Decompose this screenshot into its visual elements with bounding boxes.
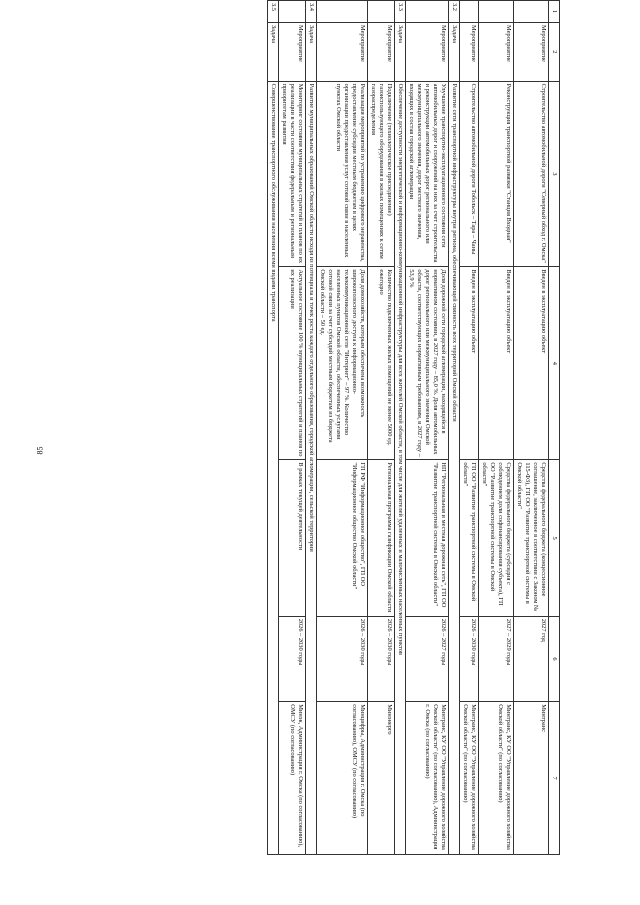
page-number: 85	[35, 446, 45, 455]
section-number-cell	[317, 1, 368, 23]
period-cell: 2026 – 2030 годы	[317, 616, 368, 702]
measure-row	[479, 1, 514, 855]
source-cell: Региональная программа газификации Омской области	[368, 460, 395, 616]
row-type-cell: Мероприятие	[479, 22, 514, 81]
measure-name-cell: Мониторинг состояния муниципальных стратегий и планов по их реализации в части соответствия федеральным и региональным приоритетам развития	[279, 81, 306, 267]
responsible-cell: Минэк, Администрация г. Омска (по согласованию), ОМСУ (по согласованию)	[279, 702, 306, 855]
task-row	[449, 1, 460, 855]
measure-row	[368, 1, 395, 855]
header-cell: 5	[549, 460, 560, 616]
section-number-cell	[406, 1, 449, 23]
section-number-cell: 3.2	[449, 1, 460, 23]
measure-row	[317, 1, 368, 855]
section-number-cell	[460, 1, 479, 23]
section-number-cell	[279, 1, 306, 23]
measure-row	[514, 1, 549, 855]
period-cell: 2026 – 2030 годы	[460, 616, 479, 702]
task-row	[306, 1, 317, 855]
measure-row	[406, 1, 449, 855]
responsible-cell: Минэнерго	[368, 702, 395, 855]
source-cell: ГП РФ "Информационное общество", ГП ОО "Информационное общество Омской области"	[317, 460, 368, 616]
result-cell: Введен в эксплуатацию объект	[514, 267, 549, 460]
section-number-cell: 3.4	[306, 1, 317, 23]
section-number-cell	[514, 1, 549, 23]
period-cell: 2026 – 2030 годы	[368, 616, 395, 702]
row-type-cell: Мероприятие	[317, 22, 368, 81]
result-cell: Введен в эксплуатацию объект	[479, 267, 514, 460]
measure-row	[460, 1, 479, 855]
measure-name-cell: Строительство автомобильной дороги Тобольск – Тара – Чаны	[460, 81, 479, 267]
row-type-cell: Мероприятие	[279, 22, 306, 81]
result-cell: Доля домохозяйств, которым обеспечена возможность широкополосного доступа к информационно-телекоммуникационной сети "Интернет" – 97 %. Количество населенных пунктов Омской области, обеспеченных услугами сотовой связи за счет субсидий местным бюджетам из бюджета Омской области – 50 ед.	[317, 267, 368, 460]
task-text-cell: Совершенствование транспортного обслуживания населения всеми видами транспорта	[268, 81, 279, 854]
row-type-cell: Задача	[449, 22, 460, 81]
measure-row	[279, 1, 306, 855]
measures-table	[267, 0, 560, 855]
task-text-cell: Развитие сети транспортной инфраструктуры внутри региона, обеспечивающей связность всех территорий Омской области	[449, 81, 460, 854]
period-cell: 2027 год	[514, 616, 549, 702]
section-number-cell: 3.5	[268, 1, 279, 23]
header-cell: 1	[549, 1, 560, 23]
period-cell: 2026 – 2030 годы	[279, 616, 306, 702]
section-number-cell	[479, 1, 514, 23]
result-cell: Доля дорожной сети городской агломерации, находящейся в нормативном состоянии, в 2027 году – 85,0 %. Доля автомобильных дорог регионального или межмуниципального значения Омской области, соответствующих нормативным требованиям, в 2027 году – 53,9 %	[406, 267, 449, 460]
row-type-cell: Задача	[306, 22, 317, 81]
header-cell: 6	[549, 616, 560, 702]
row-type-cell: Мероприятие	[406, 22, 449, 81]
measure-name-cell: Подключение (технологическое присоединение) газоиспользующего оборудования в жилых помещениях к сетям газораспределения	[368, 81, 395, 267]
task-row	[395, 1, 406, 855]
task-text-cell: Развитие муниципальных образований Омской области исходя из потенциала и точек роста каждого отдельного образования, городской агломерации, сельской территории	[306, 81, 317, 854]
row-type-cell: Задача	[268, 22, 279, 81]
responsible-cell: Минтранс	[514, 702, 549, 855]
header-cell: 2	[549, 22, 560, 81]
period-cell: 2026 – 2027 годы	[406, 616, 449, 702]
header-row	[549, 1, 560, 855]
header-cell: 7	[549, 702, 560, 855]
measure-name-cell: Реализация мероприятий по устранению цифрового неравенства, предоставление субсидии местным бюджетам в целях организации предоставления услуг сотовой связи в населенных пунктах Омской области	[317, 81, 368, 267]
source-cell: ГП ОО "Развитие транспортной системы в Омской области"	[460, 460, 479, 616]
section-number-cell	[368, 1, 395, 23]
period-cell: 2027 – 2029 годы	[479, 616, 514, 702]
header-cell: 3	[549, 81, 560, 267]
row-type-cell: Задача	[395, 22, 406, 81]
result-cell: Актуальное состояние 100 % муниципальных стратегий и планов по их реализации	[279, 267, 306, 460]
row-type-cell: Мероприятие	[514, 22, 549, 81]
source-cell: Средства федерального бюджета (субсидия с соблюдением доли софинансирования субъекта), ГП ОО "Развитие транспортной системы в Омской области"	[479, 460, 514, 616]
source-cell: Средства федерального бюджета (концессионное соглашение, заключенное в соответствии с Законом № 115-ФЗ), ГП ОО "Развитие транспортной системы в Омской области"	[514, 460, 549, 616]
header-cell: 4	[549, 267, 560, 460]
measure-name-cell: Строительство автомобильной дороги "Северный обход г. Омска"	[514, 81, 549, 267]
task-row	[268, 1, 279, 855]
section-number-cell: 3.3	[395, 1, 406, 23]
measure-name-cell: Реконструкция транспортной развязки "Станция Входная"	[479, 81, 514, 267]
source-cell: НП "Региональная и местная дорожная сеть", ГП ОО "Развитие транспортной системы в Омской области"	[406, 460, 449, 616]
measure-name-cell: Улучшение транспортно-эксплуатационного состояния сети автомобильных дорог и сооружений на них за счет строительства и реконструкции автомобильных дорог регионального или межмуниципального значения, дорог местного значения, входящих в состав городской агломерации	[406, 81, 449, 267]
row-type-cell: Мероприятие	[460, 22, 479, 81]
result-cell: Количество подключенных жилых помещений не менее 5000 ед. ежегодно	[368, 267, 395, 460]
source-cell: В рамках текущей деятельности	[279, 460, 306, 616]
responsible-cell: Минтранс, КУ ОО "Управление дорожного хозяйства Омской области" (по согласованию)	[479, 702, 514, 855]
responsible-cell: Минтранс, КУ ОО "Управление дорожного хозяйства Омской области" (по согласованию)	[460, 702, 479, 855]
row-type-cell: Мероприятие	[368, 22, 395, 81]
responsible-cell: Минцифры, Администрация г. Омска (по согласованию), ОМСУ (по согласованию)	[317, 702, 368, 855]
result-cell: Введен в эксплуатацию объект	[460, 267, 479, 460]
task-text-cell: Обеспечение доступности энергетической и информационно-коммуникационной инфраструктуры для всех жителей Омской области, в том числе для жителей удаленных и малочисленных населенных пунктов	[395, 81, 406, 854]
responsible-cell: Минтранс, КУ ОО "Управление дорожного хозяйства Омской области" (по согласованию), Администрация г. Омска (по согласованию)	[406, 702, 449, 855]
rotated-table-wrapper	[60, 0, 560, 850]
